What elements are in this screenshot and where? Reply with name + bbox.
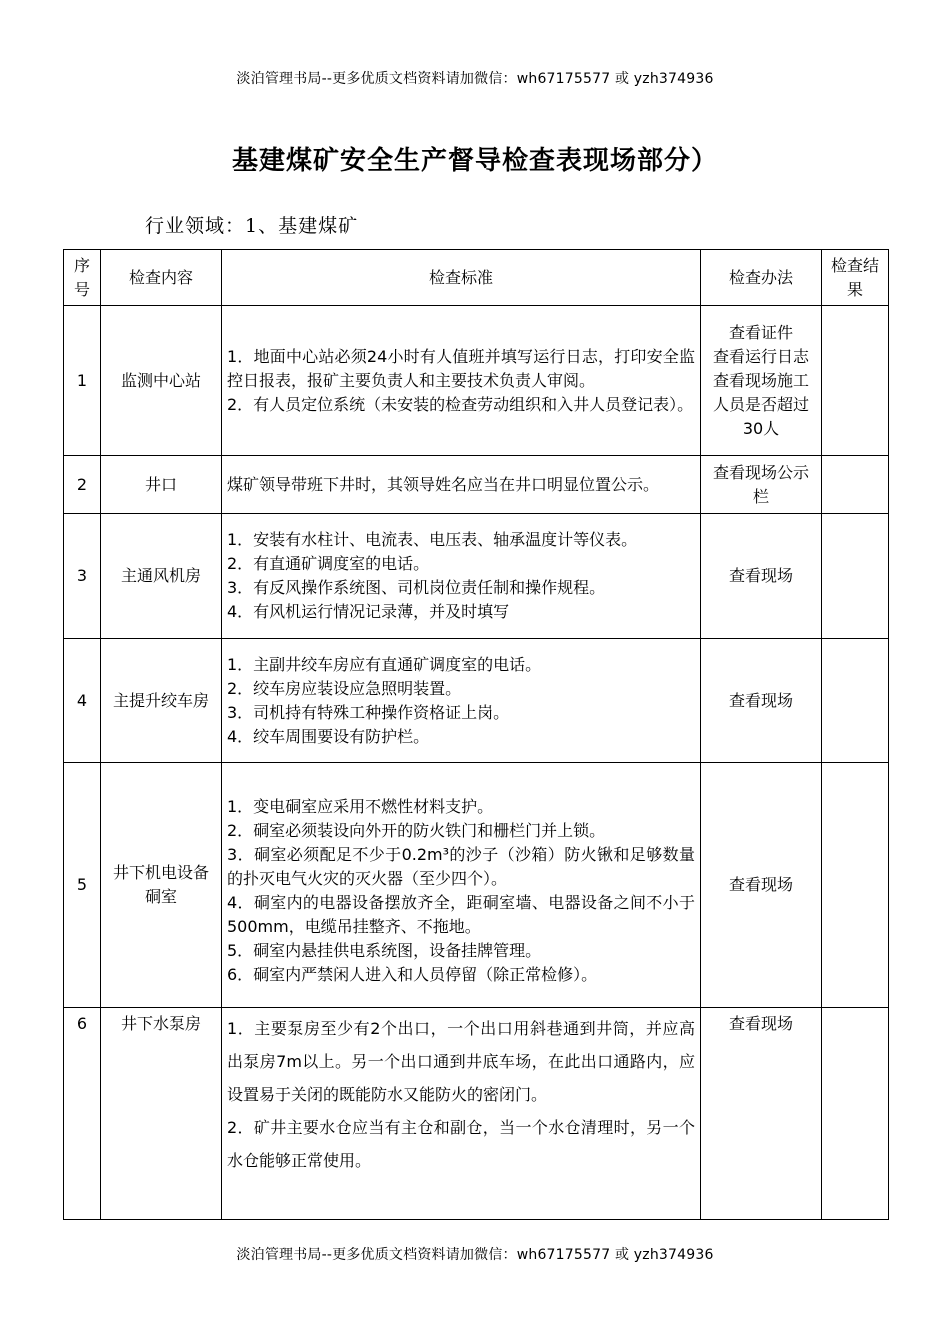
standard-item: 2．绞车房应装设应急照明装置。 <box>227 678 462 698</box>
header-result: 检查结果 <box>822 250 889 306</box>
standard-item: 2．有人员定位系统（未安装的检查劳动组织和入井人员登记表）。 <box>227 394 694 414</box>
row-result[interactable] <box>822 763 889 1008</box>
table-row <box>64 514 889 639</box>
method-item: 查看现场公示栏 <box>712 462 809 506</box>
standard-item: 2．有直通矿调度室的电话。 <box>227 554 430 573</box>
row-standard <box>222 456 701 514</box>
row-result[interactable] <box>822 639 889 763</box>
row-standard <box>222 306 701 456</box>
row-content: 主提升绞车房 <box>101 639 222 763</box>
header-note: 淡泊管理书局--更多优质文档资料请加微信：wh67175577 或 yzh374936 <box>236 71 714 87</box>
row-standard <box>222 514 701 639</box>
header-method: 检查办法 <box>701 250 822 306</box>
row-method <box>701 639 822 763</box>
row-method <box>701 514 822 639</box>
method-item: 查看现场 <box>728 690 793 710</box>
standard-item: 1．主副井绞车房应有直通矿调度室的电话。 <box>227 654 542 674</box>
row-result[interactable] <box>822 514 889 639</box>
header-content: 检查内容 <box>101 250 222 306</box>
standard-item: 6．硐室内严禁闲人进入和人员停留（除正常检修）。 <box>227 965 598 984</box>
table-row <box>64 456 889 514</box>
row-method <box>701 306 822 456</box>
standard-item: 2．矿井主要水仓应当有主仓和副仓，当一个水仓清理时，另一个水仓能够正常使用。 <box>227 1118 695 1170</box>
method-item: 查看现场 <box>728 875 793 894</box>
row-method <box>701 1008 822 1220</box>
method-item: 查看证件 <box>728 322 793 342</box>
table-row <box>64 1008 889 1220</box>
footer-note: 淡泊管理书局--更多优质文档资料请加微信：wh67175577 或 yzh374936 <box>236 1247 714 1263</box>
standard-item: 1．地面中心站必须24小时有人值班并填写运行日志，打印安全监控日报表，报矿主要负责人和主要技术负责人审阅。 <box>227 346 695 390</box>
standard-item: 5．硐室内悬挂供电系统图，设备挂牌管理。 <box>227 941 542 960</box>
row-result[interactable] <box>822 306 889 456</box>
row-seq: 1 <box>64 306 101 456</box>
row-standard <box>222 1008 701 1220</box>
method-item: 查看现场施工人员是否超过30人 <box>712 370 809 438</box>
row-seq: 4 <box>64 639 101 763</box>
table-row <box>64 306 889 456</box>
standard-item: 3．司机持有特殊工种操作资格证上岗。 <box>227 702 510 722</box>
standard-item: 3．硐室必须配足不少于0.2m³的沙子（沙箱）防火锹和足够数量的扑灭电气火灾的灭火器（至少四个）。 <box>227 845 695 888</box>
table-header-row <box>64 250 889 306</box>
header-standard: 检查标准 <box>222 250 701 306</box>
row-method <box>701 763 822 1008</box>
row-seq: 6 <box>64 1008 101 1220</box>
method-item: 查看现场 <box>728 1014 793 1033</box>
standard-item: 2．硐室必须装设向外开的防火铁门和栅栏门并上锁。 <box>227 821 606 840</box>
row-seq: 5 <box>64 763 101 1008</box>
table-row <box>64 639 889 763</box>
row-content: 井下水泵房 <box>101 1008 222 1220</box>
row-result[interactable] <box>822 456 889 514</box>
row-content: 监测中心站 <box>101 306 222 456</box>
page-title: 基建煤矿安全生产督导检查表现场部分） <box>231 146 718 176</box>
row-seq: 3 <box>64 514 101 639</box>
method-item: 查看运行日志 <box>712 346 809 366</box>
industry-field: 行业领域：1、基建煤矿 <box>145 215 359 237</box>
table-row <box>64 763 889 1008</box>
row-content: 井口 <box>101 456 222 514</box>
standard-item: 3．有反风操作系统图、司机岗位责任制和操作规程。 <box>227 578 606 597</box>
standard-item: 4．有风机运行情况记录薄，并及时填写 <box>227 602 510 621</box>
row-seq: 2 <box>64 456 101 514</box>
row-content: 井下机电设备硐室 <box>101 763 222 1008</box>
row-method <box>701 456 822 514</box>
inspection-table <box>63 249 889 1220</box>
standard-item: 4．硐室内的电器设备摆放齐全，距硐室墙、电器设备之间不小于500mm，电缆吊挂整齐、不拖地。 <box>227 893 695 936</box>
method-item: 查看现场 <box>728 566 793 585</box>
standard-item: 1．变电硐室应采用不燃性材料支护。 <box>227 797 494 816</box>
standard-item: 煤矿领导带班下井时，其领导姓名应当在井口明显位置公示。 <box>227 474 660 494</box>
standard-item: 1．安装有水柱计、电流表、电压表、轴承温度计等仪表。 <box>227 530 638 549</box>
standard-item: 4．绞车周围要设有防护栏。 <box>227 726 430 746</box>
header-seq: 序号 <box>64 250 101 306</box>
row-standard <box>222 763 701 1008</box>
row-standard <box>222 639 701 763</box>
row-result[interactable] <box>822 1008 889 1220</box>
standard-item: 1．主要泵房至少有2个出口，一个出口用斜巷通到井筒，并应高出泵房7m以上。另一个出口通到井底车场，在此出口通路内，应设置易于关闭的既能防水又能防火的密闭门。 <box>227 1019 695 1104</box>
row-content: 主通风机房 <box>101 514 222 639</box>
